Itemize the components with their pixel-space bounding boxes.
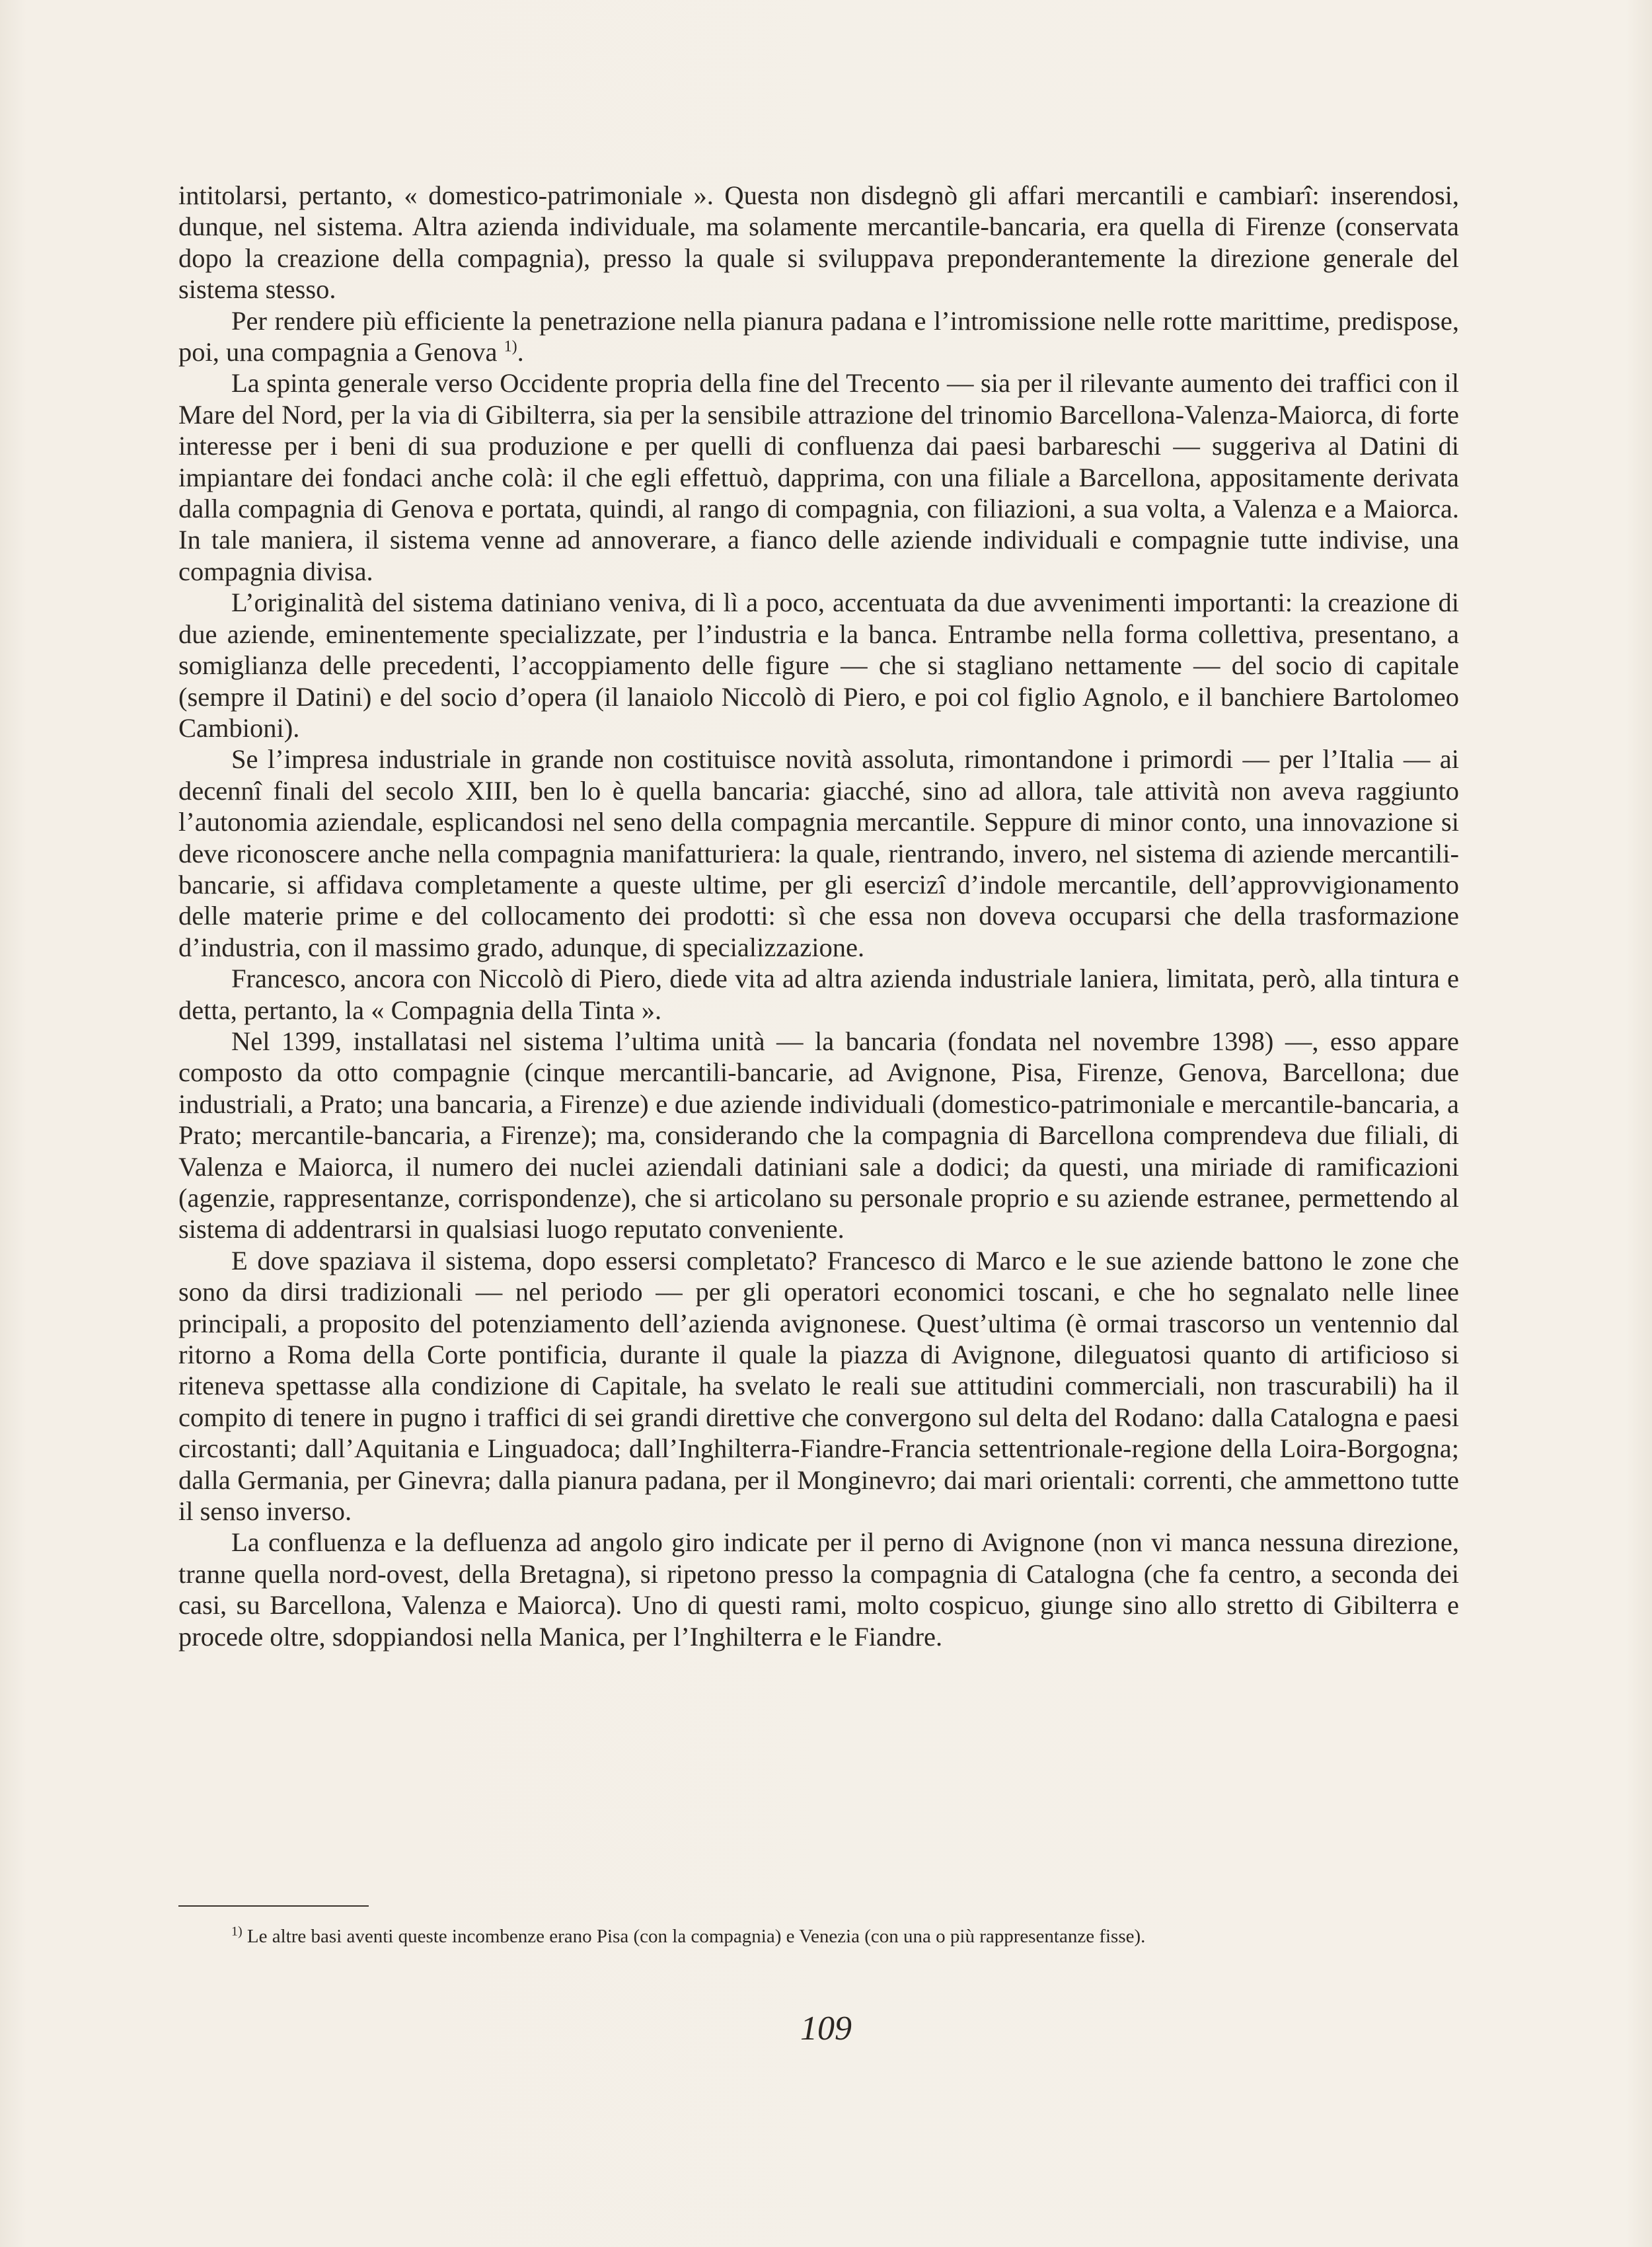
footnote-reference: 1): [504, 338, 517, 356]
paragraph-1: intitolarsi, pertanto, « domestico-patrimoniale ». Questa non disdegnò gli affari mercantili e cambiarî: inserendosi, dunque, nel sistema. Altra azienda individuale, ma solamente mercantile-bancaria, era quella di Firenze (conservata dopo la creazione della compagnia), presso la quale si sviluppava preponderantemente la direzione generale del sistema stesso.: [178, 180, 1459, 305]
paragraph-4: L’originalità del sistema datiniano veniva, di lì a poco, accentuata da due avvenimenti importanti: la creazione di due aziende, eminentemente specializzate, per l’industria e la banca. Entrambe nella forma collettiva, presentano, a somiglianza delle precedenti, l’accoppiamento delle figure — che si stagliano nettamente — del socio di capitale (sempre il Datini) e del socio d’opera (il lanaiolo Niccolò di Piero, e poi col figlio Agnolo, e il banchiere Bartolomeo Cambioni).: [178, 588, 1459, 743]
paragraph-2: [178, 305, 1459, 368]
paragraph-8: E dove spaziava il sistema, dopo essersi completato? Francesco di Marco e le sue aziende battono le zone che sono da dirsi tradizionali — nel periodo — per gli operatori economici toscani, e che ho segnalato nelle linee principali, a proposito del potenziamento dell’azienda avignonese. Quest’ultima (è ormai trascorso un ventennio dal ritorno a Roma della Corte pontificia, durante il quale la piazza di Avignone, dileguatosi quanto di artificioso si riteneva spettasse alla condizione di Capitale, ha svelato le reali sue attitudini commerciali, non trascurabili) ha il compito di tenere in pugno i traffici di sei grandi direttive che convergono sul delta del Rodano: dalla Catalogna e paesi circostanti; dall’Aquitania e Linguadoca; dall’Inghilterra-Fiandre-Francia settentrionale-regione della Loira-Borgogna; dalla Germania, per Ginevra; dalla pianura padana, per il Monginevro; dai mari orientali: correnti, che ammettono tutte il senso inverso.: [178, 1245, 1459, 1527]
paragraph-2-text: Per rendere più efficiente la penetrazione nella pianura padana e l’intromissione nelle rotte marittime, predispose, poi, una compagnia a Genova: [178, 305, 1459, 367]
paragraph-2-end: .: [517, 337, 524, 367]
page-number: 109: [800, 2010, 852, 2047]
paragraph-9: La confluenza e la defluenza ad angolo giro indicate per il perno di Avignone (non vi manca nessuna direzione, tranne quella nord-ovest, della Bretagna), si ripetono presso la compagnia di Catalogna (che fa centro, a seconda dei casi, su Barcellona, Valenza e Maiorca). Uno di questi rami, molto cospicuo, giunge sino allo stretto di Gibilterra e procede oltre, sdoppiandosi nella Manica, per l’Inghilterra e le Fiandre.: [178, 1527, 1459, 1652]
paragraph-5: Se l’impresa industriale in grande non costituisce novità assoluta, rimontandone i primordi — per l’Italia — ai decennî finali del secolo XIII, ben lo è quella bancaria: giacché, sino ad allora, tale attività non aveva raggiunto l’autonomia aziendale, esplicandosi nel seno della compagnia mercantile. Seppure di minor conto, una innovazione si deve riconoscere anche nella compagnia manifatturiera: la quale, rientrando, invero, nel sistema di aziende mercantili-bancarie, si affidava completamente a queste ultime, per gli esercizî d’indole mercantile, dell’approvvigionamento delle materie prime e del collocamento dei prodotti: sì che essa non doveva occuparsi che della trasformazione d’industria, con il massimo grado, adunque, di specializzazione.: [178, 744, 1459, 962]
footnote-divider: [178, 1905, 369, 1907]
footnote-text: Le altre basi aventi queste incombenze erano Pisa (con la compagnia) e Venezia (con una o più rappresentanze fisse).: [242, 1926, 1146, 1947]
paragraph-6: Francesco, ancora con Niccolò di Piero, diede vita ad altra azienda industriale laniera, limitata, però, alla tintura e detta, pertanto, la « Compagnia della Tinta ».: [178, 964, 1459, 1025]
paragraph-7: Nel 1399, installatasi nel sistema l’ultima unità — la bancaria (fondata nel novembre 1398) —, esso appare composto da otto compagnie (cinque mercantili-bancarie, ad Avignone, Pisa, Firenze, Genova, Barcellona; due industriali, a Prato; una bancaria, a Firenze) e due aziende individuali (domestico-patrimoniale e mercantile-bancaria, a Prato; mercantile-bancaria, a Firenze); ma, considerando che la compagnia di Barcellona comprendeva due filiali, di Valenza e Maiorca, il numero dei nuclei aziendali datiniani sale a dodici; da questi, una miriade di ramificazioni (agenzie, rappresentanze, corrispondenze), che si articolano su personale proprio e su aziende estranee, permettendo al sistema di addentrarsi in qualsiasi luogo reputato conveniente.: [178, 1026, 1459, 1244]
body-text: [178, 180, 1459, 1652]
footnote: [178, 1924, 1459, 1949]
paragraph-3: La spinta generale verso Occidente propria della fine del Trecento — sia per il rilevante aumento dei traffici con il Mare del Nord, per la via di Gibilterra, sia per la sensibile attrazione del trinomio Barcellona-Valenza-Maiorca, di forte interesse per i beni di sua produzione e per quelli di confluenza dai paesi barbareschi — suggeriva al Datini di impiantare dei fondaci anche colà: il che egli effettuò, dapprima, con una filiale a Barcellona, appositamente derivata dalla compagnia di Genova e portata, quindi, al rango di compagnia, con filiazioni, a sua volta, a Valenza e a Maiorca. In tale maniera, il sistema venne ad annoverare, a fianco delle aziende individuali e compagnie tutte indivise, una compagnia divisa.: [178, 368, 1459, 586]
footnote-marker: 1): [231, 1924, 243, 1939]
